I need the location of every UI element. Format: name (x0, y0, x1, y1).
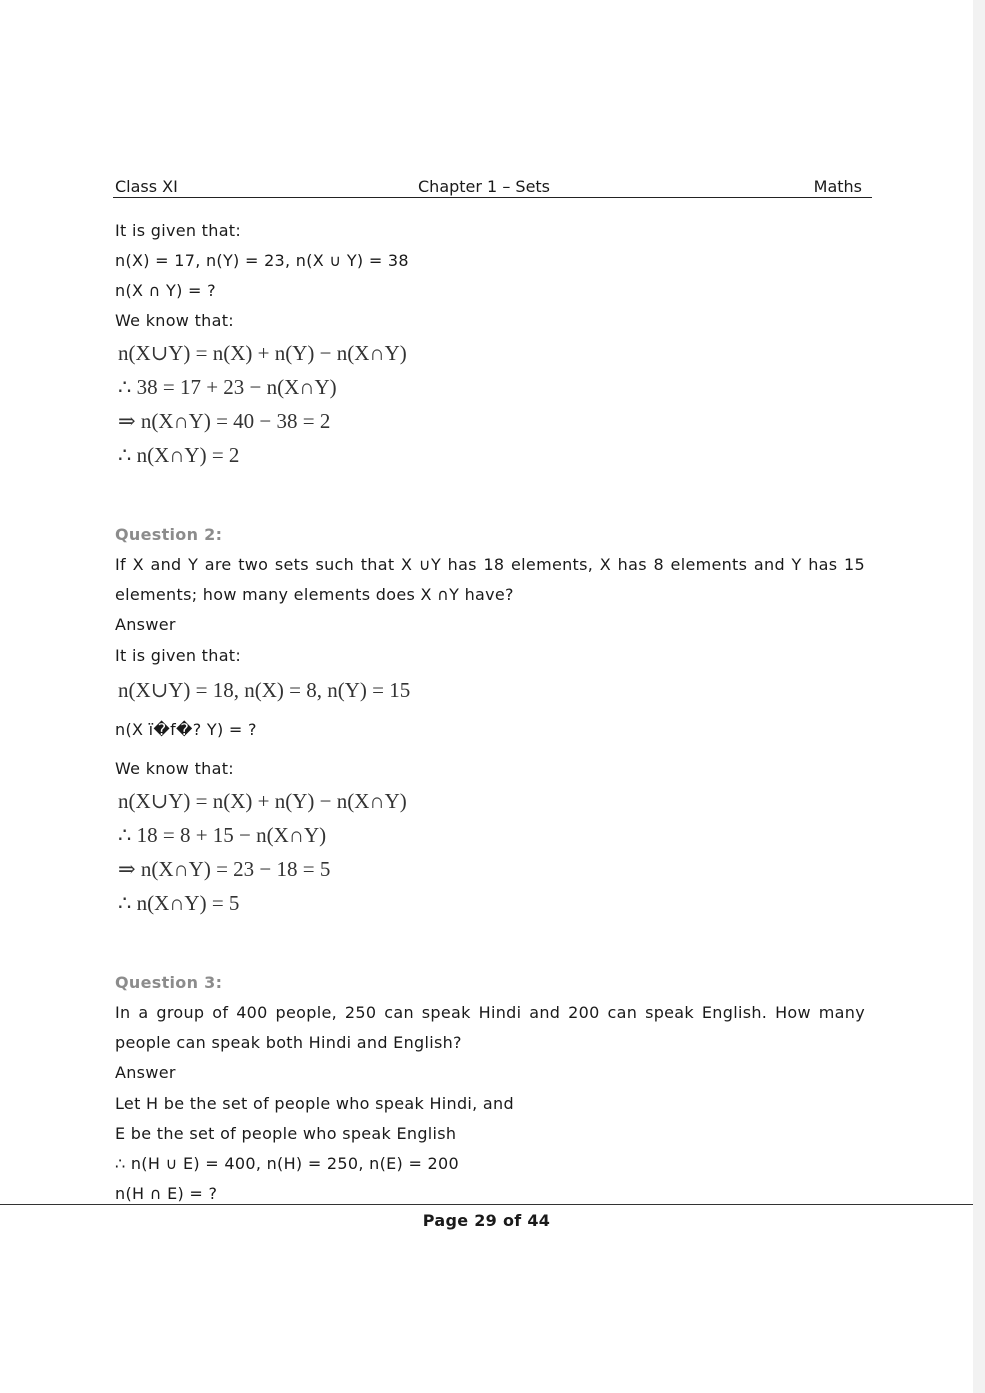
q2-step-4: ∴ n(X∩Y) = 5 (118, 891, 240, 915)
q2-step-2: ∴ 18 = 8 + 15 − n(X∩Y) (118, 823, 327, 847)
q1-given-values: n(X) = 17, n(Y) = 23, n(X ∪ Y) = 38 (115, 251, 409, 270)
q1-step-1: n(X∪Y) = n(X) + n(Y) − n(X∩Y) (118, 341, 407, 365)
q2-find: n(X ï�f�? Y) = ? (115, 720, 257, 739)
page-header (113, 177, 872, 198)
footer-divider (0, 1204, 973, 1205)
q1-given-intro: It is given that: (115, 221, 242, 240)
q2-step-1: n(X∪Y) = n(X) + n(Y) − n(X∩Y) (118, 789, 407, 813)
q3-line-3: ∴ n(H ∪ E) = 400, n(H) = 250, n(E) = 200 (115, 1154, 459, 1173)
q1-know-intro: We know that: (115, 311, 234, 330)
q1-step-3: ⇒ n(X∩Y) = 40 − 38 = 2 (118, 409, 331, 433)
q1-find: n(X ∩ Y) = ? (115, 281, 216, 300)
header-subject: Maths (813, 177, 862, 196)
header-chapter: Chapter 1 – Sets (418, 177, 551, 196)
q3-answer-label: Answer (115, 1063, 176, 1082)
page-edge (973, 0, 985, 1393)
q3-line-4: n(H ∩ E) = ? (115, 1184, 218, 1203)
q2-text: If X and Y are two sets such that X ∪Y has 18 elements, X has 8 elements and Y has 15 elements; how many elements does X ∩Y have? (115, 555, 865, 604)
page-number: Page 29 of 44 (422, 1211, 551, 1230)
q3-text: In a group of 400 people, 250 can speak Hindi and 200 can speak English. How many people can speak both Hindi and English? (115, 1003, 865, 1052)
q2-answer-label: Answer (115, 615, 176, 634)
q2-know-intro: We know that: (115, 759, 234, 778)
q1-step-4: ∴ n(X∩Y) = 2 (118, 443, 240, 467)
q3-heading: Question 3: (115, 973, 223, 992)
page-content (115, 216, 865, 1209)
q2-step-3: ⇒ n(X∩Y) = 23 − 18 = 5 (118, 857, 331, 881)
header-class: Class XI (115, 177, 178, 196)
q2-given-values: n(X∪Y) = 18, n(X) = 8, n(Y) = 15 (118, 678, 411, 702)
q3-line-1: Let H be the set of people who speak Hindi, and (115, 1094, 514, 1113)
q3-line-2: E be the set of people who speak English (115, 1124, 457, 1143)
q2-heading: Question 2: (115, 525, 223, 544)
q1-step-2: ∴ 38 = 17 + 23 − n(X∩Y) (118, 375, 337, 399)
q2-given-intro: It is given that: (115, 646, 242, 665)
